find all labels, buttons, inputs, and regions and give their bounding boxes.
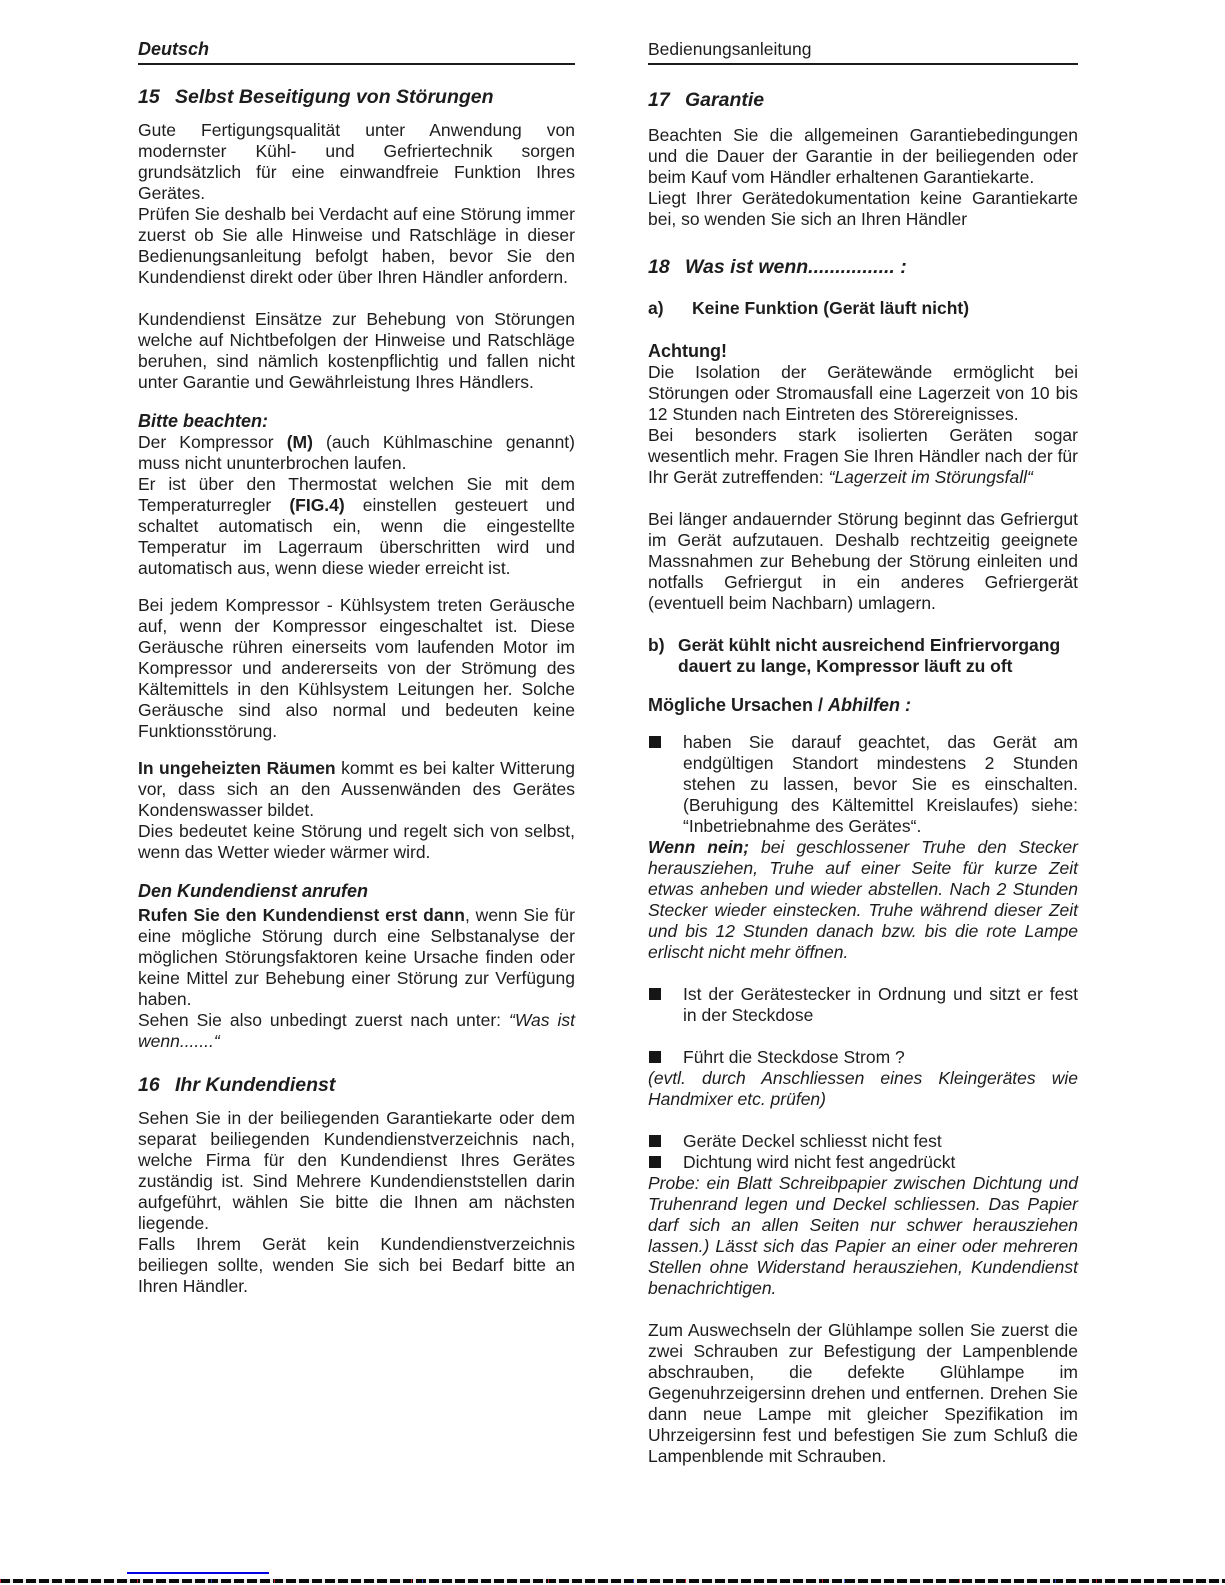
- text-run: Sehen Sie in der beiliegenden Garantiekarte oder dem separat beiliegenden Kundendienstverzeichnis nach, welche Firma für den Kundendienst Ihres Gerätes zuständig ist. Sind Mehrere Kundendienststellen darin aufgeführt, wählen Sie bitte die Ihnen am nächsten liegende.: [138, 1108, 575, 1233]
- text-run: Ist der Gerätestecker in Ordnung und sitzt er fest in der Steckdose: [683, 984, 1078, 1025]
- text-run: Garantie: [685, 89, 765, 111]
- text-run: Bei jedem Kompressor - Kühlsystem treten Geräusche auf, wenn der Kompressor eingeschaltet ist. Diese Geräusche rühren einerseits vom laufenden Motor im Kompressor und andererseits von der Strömung des Kältemittels in den Kühlsystem Leitungen her. Solche Geräusche sind also normal und bedeuten keine Funktionsstörung.: [138, 595, 575, 741]
- paragraph: [138, 595, 575, 742]
- paragraph: [648, 837, 1078, 963]
- text-run: Den Kundendienst anrufen: [138, 881, 369, 901]
- text-run: Dichtung wird nicht fest angedrückt: [683, 1152, 956, 1172]
- item-letter: b): [648, 635, 665, 655]
- paragraph: [648, 188, 1078, 230]
- text-run: Geräte Deckel schliesst nicht fest: [683, 1131, 942, 1151]
- text-run: Er ist über den Thermostat welchen Sie mit dem Temperaturregler: [138, 474, 575, 515]
- section-title: [175, 86, 494, 108]
- page-header-language: Deutsch: [138, 40, 575, 65]
- text-run: (evtl. durch Anschliessen eines Kleingerätes wie Handmixer etc. prüfen): [648, 1068, 1078, 1109]
- text-run: dauert zu lange, Kompressor läuft zu oft: [678, 656, 1013, 676]
- text-run: kommt es bei kalter Witterung vor, dass sich an den Aussenwänden des Gerätes Kondenswasser bildet.: [138, 758, 575, 820]
- section-title: [685, 89, 764, 111]
- paragraph: [648, 362, 1078, 425]
- bullet-text: [683, 1152, 955, 1172]
- bullet-text: [683, 1047, 905, 1067]
- text-run: (auch Kühlmaschine genannt) muss nicht ununterbrochen laufen.: [138, 432, 575, 473]
- bullet-text: [683, 1131, 942, 1151]
- section-title: [685, 256, 907, 278]
- page-bottom-scan-edge: [0, 1579, 1225, 1583]
- text-run: In ungeheizten Räumen: [138, 758, 336, 778]
- bullet-square-icon: [649, 1051, 661, 1063]
- text-run: einstellen gesteuert und schaltet automatisch ein, wenn die eingestellte Temperatur im Lagerraum überschritten wird und automatisch aus, wenn diese wieder erreicht ist.: [138, 495, 575, 578]
- bullet-square-icon: [649, 1135, 661, 1147]
- text-run: Bei länger andauernder Störung beginnt das Gefriergut im Gerät aufzutauen. Deshalb rechtzeitig geeignete Massnahmen zur Behebung der Störung einleiten und notfalls Gefriergut in ein anderes Gefriergerät (eventuell beim Nachbarn) umlagern.: [648, 509, 1078, 613]
- text-run: Sehen Sie also unbedingt zuerst nach unter:: [138, 1010, 510, 1030]
- paragraph: [648, 1320, 1078, 1467]
- section-heading: [648, 89, 1078, 111]
- paragraph: [648, 509, 1078, 614]
- paragraph: [138, 758, 575, 821]
- bullet-text: [683, 984, 1078, 1025]
- item-letter: a): [648, 298, 664, 318]
- section-heading: [138, 1074, 575, 1096]
- text-run: Führt die Steckdose Strom ?: [683, 1047, 905, 1067]
- text-run: Achtung!: [648, 341, 727, 361]
- section-number: 17: [648, 89, 670, 111]
- paragraph: [138, 474, 575, 579]
- section-title: [175, 1074, 335, 1096]
- text-run: Selbst Beseitigung von Störungen: [175, 86, 494, 108]
- sub-heading: [648, 341, 1078, 362]
- bullet-item: [648, 1047, 1078, 1068]
- section-number: 15: [138, 86, 160, 108]
- paragraph: [648, 125, 1078, 188]
- bullet-item: [648, 984, 1078, 1026]
- bullet-item: [648, 1152, 1078, 1173]
- paragraph: [138, 432, 575, 474]
- text-run: Falls Ihrem Gerät kein Kundendienstverzeichnis beiliegen sollte, wenden Sie sich bei Bedarf bitte an Ihren Händler.: [138, 1234, 575, 1296]
- text-run: Gerät kühlt nicht ausreichend Einfriervorgang: [678, 635, 1061, 655]
- paragraph: [138, 120, 575, 204]
- section-heading: [648, 256, 1078, 278]
- item-title: [692, 298, 1078, 319]
- text-run: Die Isolation der Gerätewände ermöglicht bei Störungen oder Stromausfall eine Lagerzeit von 10 bis 12 Stunden nach Eintreten des Störereignisses.: [648, 362, 1078, 424]
- paragraph: [138, 204, 575, 288]
- column-right-blocks: [648, 89, 1078, 1467]
- text-run: , wenn Sie für eine mögliche Störung durch eine Selbstanalyse der möglichen Störungsfaktoren keine Ursache finden oder keine Mittel zur Behebung einer Störung zur Verfügung haben.: [138, 905, 575, 1009]
- paragraph: [138, 309, 575, 393]
- section-number: 18: [648, 256, 670, 278]
- text-run: Kundendienst Einsätze zur Behebung von Störungen welche auf Nichtbefolgen der Hinweise und Ratschläge beruhen, sind nämlich kostenpflichtig und fallen nicht unter Garantie und Gewährleistung Ihres Händlers.: [138, 309, 575, 392]
- text-run: Probe: ein Blatt Schreibpapier zwischen Dichtung und Truhenrand legen und Deckel schliessen. Das Papier darf sich an allen Seiten nur schwer herausziehen lassen.) Lässt sich das Papier an einer oder mehreren Stellen ohne Widerstand herausziehen, Kundendienst benachrichtigen.: [648, 1173, 1078, 1298]
- page-header-doctype: Bedienungsanleitung: [648, 40, 1078, 65]
- section-number: 16: [138, 1074, 160, 1096]
- text-run: (FIG.4): [289, 495, 345, 515]
- text-run: Der Kompressor: [138, 432, 287, 452]
- paragraph: [138, 1234, 575, 1297]
- text-run: “Lagerzeit im Störungsfall“: [828, 467, 1033, 487]
- text-run: Ihr Kundendienst: [175, 1074, 336, 1096]
- paragraph: [138, 821, 575, 863]
- paragraph: [648, 1068, 1078, 1110]
- text-run: Beachten Sie die allgemeinen Garantiebedingungen und die Dauer der Garantie in der beiliegenden oder beim Kauf vom Händler erhaltenen Garantiekarte.: [648, 125, 1078, 187]
- text-run: Keine Funktion (Gerät läuft nicht): [692, 298, 970, 318]
- text-run: Bei besonders stark isolierten Geräten sogar wesentlich mehr. Fragen Sie Ihren Händler nach der für Ihr Gerät zutreffenden:: [648, 425, 1078, 487]
- sub-heading: [648, 695, 1078, 716]
- text-run: (M): [286, 432, 313, 452]
- sub-heading: [138, 411, 575, 432]
- text-run: Gute Fertigungsqualität unter Anwendung von modernster Kühl- und Gefriertechnik sorgen grundsätzlich für eine einwandfreie Funktion Ihres Gerätes.: [138, 120, 575, 203]
- text-run: Bitte beachten:: [138, 411, 269, 431]
- text-run: Mögliche Ursachen /: [648, 695, 829, 715]
- section-heading: [138, 86, 575, 108]
- text-run: Dies bedeutet keine Störung und regelt sich von selbst, wenn das Wetter wieder wärmer wird.: [138, 821, 575, 862]
- footer-blue-line: [127, 1572, 269, 1574]
- text-run: Was ist wenn................ :: [685, 256, 907, 278]
- text-run: Prüfen Sie deshalb bei Verdacht auf eine Störung immer zuerst ob Sie alle Hinweise und Ratschläge in dieser Bedienungsanleitung befolgt haben, bevor Sie den Kundendienst direkt oder über Ihren Händler anfordern.: [138, 204, 575, 287]
- paragraph: [138, 1010, 575, 1052]
- column-left-blocks: [138, 86, 575, 1297]
- text-run: Zum Auswechseln der Glühlampe sollen Sie zuerst die zwei Schrauben zur Befestigung der Lampenblende abschrauben, die defekte Glühlampe im Gegenuhrzeigersinn drehen und entfernen. Drehen Sie dann neue Lampe mit gleicher Spezifikation im Uhrzeigersinn fest und befestigen Sie zum Schluß die Lampenblende mit Schrauben.: [648, 1320, 1078, 1466]
- column-right: [648, 40, 1078, 1467]
- bullet-item: [648, 1131, 1078, 1152]
- paragraph: [138, 1108, 575, 1234]
- lettered-heading: [648, 635, 1078, 677]
- text-run: Liegt Ihrer Gerätedokumentation keine Garantiekarte bei, so wenden Sie sich an Ihren Händler: [648, 188, 1078, 229]
- column-left: [138, 40, 575, 1297]
- text-run: haben Sie darauf geachtet, das Gerät am endgültigen Standort mindestens 2 Stunden stehen zu lassen, bevor Sie es einschalten. (Beruhigung des Kältemittel Kreislaufes) siehe: “Inbetriebnahme des Gerätes“.: [683, 732, 1078, 836]
- text-run: Wenn nein;: [648, 837, 750, 857]
- bullet-square-icon: [649, 1156, 661, 1168]
- text-run: Rufen Sie den Kundendienst erst dann: [138, 905, 465, 925]
- bullet-square-icon: [649, 736, 661, 748]
- bullet-square-icon: [649, 988, 661, 1000]
- text-run: bei geschlossener Truhe den Stecker herausziehen, Truhe auf einer Seite für kurze Zeit etwas anheben und wieder abstellen. Nach 2 Stunden Stecker wieder einstecken. Truhe während dieser Zeit und bis 12 Stunden danach bzw. bis die rote Lampe erlischt nicht mehr öffnen.: [648, 837, 1078, 962]
- paragraph: [648, 1173, 1078, 1299]
- bullet-item: [648, 732, 1078, 837]
- text-run: “Was ist wenn.......“: [138, 1010, 576, 1051]
- item-title: [678, 635, 1078, 677]
- lettered-heading: [648, 298, 1078, 319]
- paragraph: [138, 905, 575, 1010]
- bullet-text: [683, 732, 1078, 836]
- paragraph: [648, 425, 1078, 488]
- text-run: Abhilfen :: [828, 695, 912, 715]
- sub-heading: [138, 881, 575, 902]
